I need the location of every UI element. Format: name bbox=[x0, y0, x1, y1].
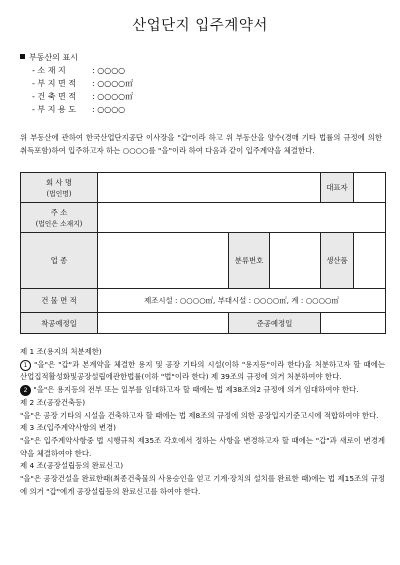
property-value: : ○○○○㎡ bbox=[92, 79, 134, 88]
property-value: : ○○○○㎡ bbox=[92, 92, 134, 101]
industry-label: 업 종 bbox=[21, 233, 98, 289]
article-4-text: "을"은 공장건설을 완료한때(최종건축물의 사용승인을 얻고 기계·장치의 설치를 완료한 때)에는 법 제15조의 규정에 의거 "갑"에게 공장설립등의 완료신고를 하여야 한다. bbox=[20, 474, 385, 496]
company-name-label bbox=[21, 173, 98, 203]
article-4-title: 제 4 조(공장설립등의 완료신고) bbox=[20, 461, 124, 471]
start-date-value bbox=[98, 313, 229, 334]
article-2-text: "을"은 공장 기타의 시설을 건축하고자 할 때에는 법 제8조의 규정에 의한 공장입지기준고시에 적합하여야 한다. bbox=[20, 410, 379, 420]
classification-label: 분류번호 bbox=[229, 233, 270, 289]
property-label: - 소 재 지 bbox=[32, 66, 66, 75]
article-3-title: 제 3 조(입주계약사항의 변경) bbox=[20, 423, 117, 433]
article-1-clause-1 bbox=[20, 359, 385, 384]
article-2-title: 제 2 조(공장건축등) bbox=[20, 397, 86, 407]
start-date-label: 착공예정일 bbox=[21, 313, 98, 334]
intro-paragraph: 위 부동산에 관하여 한국산업단지공단 이사장을 "갑"이라 하고 위 부동산을 양수(경매 기타 법률의 규정에 의한 취득포함)하여 입주하고자 하는 ○○○○를 "을"이라 하여 다음과 같이 입주계약을 체결한다. bbox=[20, 133, 382, 155]
property-label: - 부 지 용 도 bbox=[32, 105, 76, 114]
circled-number-icon: 1 bbox=[20, 360, 31, 371]
property-row-site-area bbox=[32, 77, 133, 90]
property-heading-text: 부동산의 표시 bbox=[29, 53, 78, 62]
ceo-value bbox=[354, 173, 386, 203]
building-area-label: 건 물 면 적 bbox=[21, 289, 98, 313]
completion-date-value bbox=[321, 313, 386, 334]
company-info-table bbox=[20, 172, 386, 334]
article-1-clause-2 bbox=[20, 384, 385, 397]
ceo-label: 대표자 bbox=[321, 173, 354, 203]
property-row-location bbox=[32, 64, 133, 77]
article-1-clause-1-text: "을"은 "갑"과 본계약을 체결한 용지 및 공장 기타의 시설(이하 "용지등"이라 한다)을 처분하고자 할 때에는 산업집적활성화및공장설립에관한법률(이하 "법"이라 한다) 제 39조의 규정에 의거 처분하여야 한다. bbox=[20, 359, 385, 382]
article-1-clause-2-text: "을"은 용지등의 전부 또는 일부를 임대하고자 할 때에는 법 제38조의2 규정에 의거 임대하여야 한다. bbox=[33, 385, 359, 395]
address-label bbox=[21, 203, 98, 233]
square-bullet-icon bbox=[20, 54, 25, 59]
property-label: - 건 축 면 적 bbox=[32, 92, 76, 101]
document-title: 산업단지 입주계약서 bbox=[132, 18, 268, 34]
property-row-building-area bbox=[32, 90, 133, 103]
property-section-heading bbox=[20, 52, 78, 63]
classification-value bbox=[270, 233, 321, 289]
product-value bbox=[354, 233, 386, 289]
address-value bbox=[98, 203, 386, 233]
article-3-text: "을"은 입주계약사항중 법 시행규칙 제35조 각호에서 정하는 사항을 변경하고자 할 때에는 "갑"과 새로이 변경계약을 체결하여야 한다. bbox=[20, 435, 385, 458]
completion-date-label: 준공예정일 bbox=[229, 313, 321, 334]
circled-number-icon: 2 bbox=[20, 385, 31, 396]
building-area-value: 제조시설 : ○○○○㎡, 부대시설 : ○○○○㎡, 계 : ○○○○㎡ bbox=[98, 289, 386, 313]
property-value: : ○○○○ bbox=[92, 105, 126, 114]
property-value: : ○○○○ bbox=[92, 66, 126, 75]
industry-value bbox=[98, 233, 229, 289]
property-list bbox=[32, 64, 133, 116]
articles-section bbox=[20, 346, 385, 498]
address-sublabel: (법인은 소재지) bbox=[35, 220, 83, 228]
address-label-text: 주 소 bbox=[50, 208, 68, 217]
property-label: - 부 지 면 적 bbox=[32, 79, 76, 88]
article-1-title: 제 1 조(용지의 처분제한) bbox=[20, 347, 102, 356]
product-label: 생산품 bbox=[321, 233, 354, 289]
company-name-sublabel: (법인명) bbox=[46, 190, 72, 198]
company-name-label-text: 회 사 명 bbox=[45, 178, 73, 187]
property-row-site-use bbox=[32, 103, 133, 116]
company-name-value bbox=[98, 173, 321, 203]
